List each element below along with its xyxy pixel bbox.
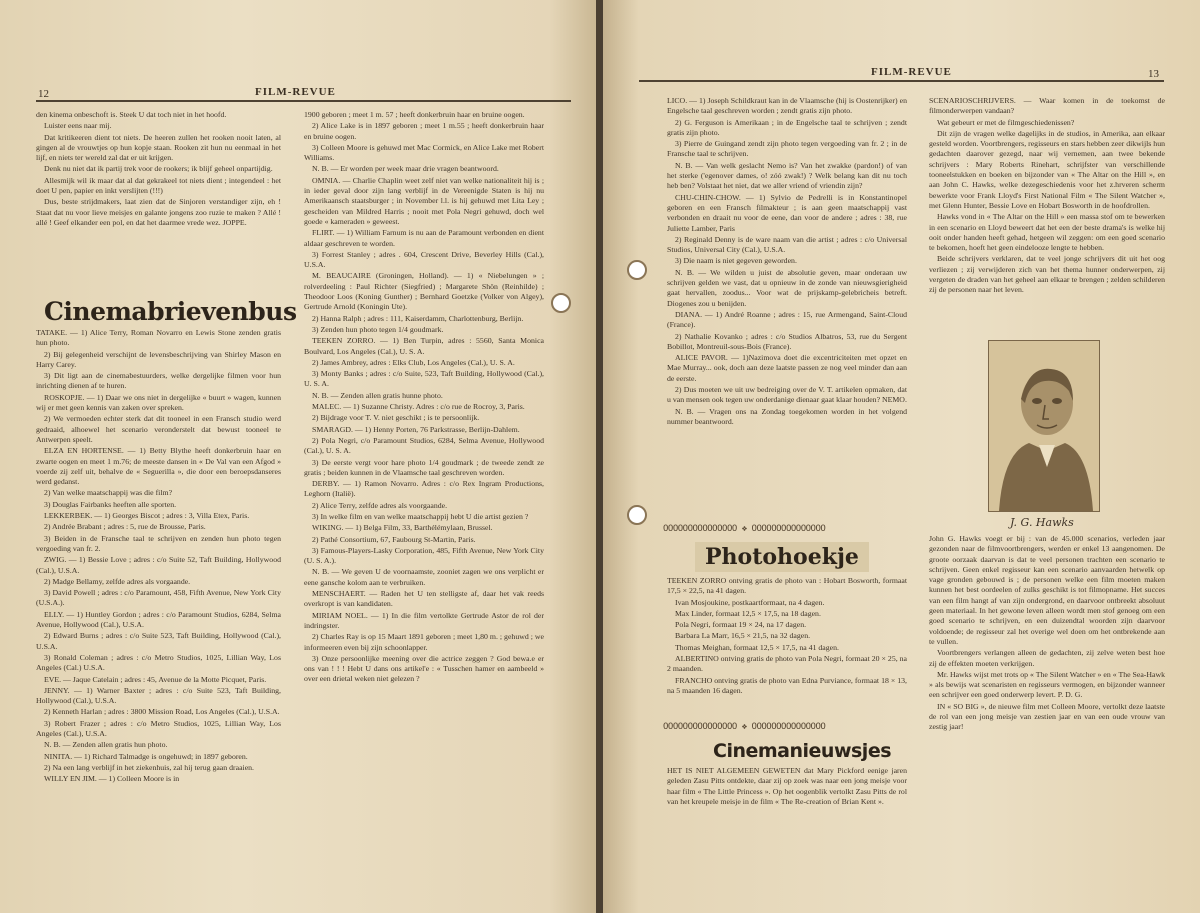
letter-entry: 3) Famous-Players-Lasky Corporation, 485, Fifth Avenue, New York City (U. S. A.). (304, 545, 544, 566)
letter-entry: 2) G. Ferguson is Amerikaan ; in de Engelsche taal te schrijven ; zendt gratis zijn photo. (667, 117, 907, 137)
letter-entry: 2) Dus moeten we uit uw bedreiging over de V. T. artikelen opmaken, dat u van mensen ook tegen uw onderdanige dienaar gaat klaar houden? NEMO. (667, 385, 907, 405)
letter-entry: CHU-CHIN-CHOW. — 1) Sylvio de Pedrelli is in Konstantinopel geboren en een Fransch filmakteur ; is aan geen maatschappij vast verbonden en draait nu voor de eene, dan voor de andere ; adres : 38, rue Juliette Lamber, Paris (667, 192, 907, 233)
letter-entry: 1900 geboren ; meet 1 m. 57 ; heeft donkerbruin haar en bruine oogen. (304, 110, 525, 119)
letter-entry: 2) Nathalie Kovanko ; adres : c/o Studios Albatros, 53, rue du Sergent Bobillot, Montreuil-sous-Bois (France). (667, 331, 907, 351)
section-title-cinemabrievenbus: Cinemabrievenbus (44, 297, 297, 326)
paragraph: Dus, beste strijdmakers, laat zien dat de Sinjoren verstandiger zijn, eh ! Staat dat nu voor lieve meisjes en galante jongens zoo ruzie te maken ? Allé ! allé ! Geef elkander een pol, en dat het daarmee vrede wez. JOPPE. (36, 197, 281, 227)
letter-entry: 3) Zenden hun photo tegen 1/4 goudmark. (312, 324, 444, 334)
letter-entry: 3) Colleen Moore is gehuwd met Mac Cormick, en Alice Lake met Robert Williams. (304, 142, 544, 163)
letter-entry: 3) Ronald Coleman ; adres : c/o Metro Studios, 1025, Lillian Way, Los Angeles (Cal.) U.S.A. (36, 652, 281, 673)
photo-entry: Max Linder, formaat 12,5 × 17,5, na 18 dagen. (675, 608, 821, 618)
letter-entry: MENSCHAERT. — Raden het U ten stelligste af, daar het vak reeds overkropt is van kandidaten. (304, 589, 544, 609)
letter-entry: ALICE PAVOR. — 1)Nazimova doet die excentriciteiten met opzet en Mae Murray... ook, doch aan deze laatste passen ze nog veel minder dan aan de eerste. (667, 353, 907, 383)
letter-entry: 3) Douglas Fairbanks heeften alle sporten. (44, 499, 177, 509)
photo-entry: Barbara La Marr, 16,5 × 21,5, na 32 dagen. (675, 631, 811, 641)
letter-entry: N. B. — Vragen ons na Zondag toegekomen worden in het volgend nummer beantwoord. (667, 406, 907, 426)
letter-entry: ELZA EN HORTENSE. — 1) Betty Blythe heeft donkerbruin haar en zwarte oogen en meet 1 m.76; de meeste dansen in « De Val van een Afgod » voerde zij zelf uit, behalve de « Seguerilla », die door een beroepsdanseres werd gedanst. (36, 446, 281, 487)
paragraph: IN « SO BIG », de nieuwe film met Colleen Moore, vertolkt deze laatste de rol van een jong meisje van zestien jaar en van een oude vrouw van zestig jaar! (929, 701, 1165, 732)
news-item: HET IS NIET ALGEMEEN GEWETEN dat Mary Pickford eenige jaren geleden Zasu Pitts ontdekte, daar zij op zoek was naar een jong meisje voor haar film « The Little Princess ». Op het oogenblik vertolkt Zasu Pitts de rol van het kreupele meisje in de film « The Re-creation of Brian Kent ». (667, 766, 907, 806)
right-page (603, 0, 1200, 913)
letter-entry: LEKKERBEK. — 1) Georges Biscot ; adres : 3, Villa Etex, Paris. (44, 511, 250, 521)
letter-entry: N. B. — We geven U de voornaamste, zooniet zagen we ons verplicht er eene gansche kolom aan te verbruiken. (304, 567, 544, 587)
letter-entry: ZWIG. — 1) Bessie Love ; adres : c/o Suite 52, Taft Building, Hollywood (Cal.), U.S.A. (36, 555, 281, 575)
paragraph: John G. Hawks voegt er bij : van de 45.000 scenarios, verleden jaar gezonden naar de filmvoortbrengers, werden er enkel 13 aangenomen. De groote oorzaak daarvan is dat te veel personen trachten een scenario te schrijven. Geen enkel regisseur kan een scenario aanvaarden hetwelk op vage gronden gebouwd is ; de personen welke een film moeten maken kunnen het best oordeelen of zulks geschikt is tot filmopname. Het succes van een film hangt af van zijn ondergrond, en daarvoor ontbreekt absoluut geen materiaal. In het gewone leven alleen wordt men stof genoeg om een goed scenario te schrijven, en een duizendtal woorden zijn daarvoor voldoende; de regisseur zal het overige wel doen om het ontbrekende aan te vullen. (929, 534, 1165, 646)
letter-entry: N. B. — We wilden u juist de absolutie geven, maar onderaan uw schrijven gelden we vast, dat u opnieuw in de zonde van nieuwsgierigheid gaat hervallen, zoodus... Voor wat de prijskamp-gelebricheis betreft. Diogenes zou u benijden. (667, 267, 907, 308)
ornament-divider: OOOOOOOOOOOOOOO ❖ OOOOOOOOOOOOOOO (663, 524, 826, 534)
letter-entry: 3) Beiden in de Fransche taal te schrijven en zenden hun photo tegen vergoeding van fr. 2. (36, 533, 281, 553)
photo-entry: Pola Negri, formaat 19 × 24, na 17 dagen. (675, 620, 807, 630)
letter-entry: OMNIA. — Charlie Chaplin weet zelf niet van welke nationaliteit hij is ; in ieder geval door zijn lang verblijf in de Vereenigde Staten is hij nu Amerikaansch staatsburger ; in November l.l. is hij gehuwd met Lita Ley ; gescheiden van Mildred Harris ; nooit met Pola Negri gehuwd, doch wel goede « kameraden » geweest. (304, 175, 544, 226)
photo-entry: FRANCHO ontving gratis de photo van Edna Purviance, formaat 18 × 13, na 5 maanden 16 dagen. (667, 675, 907, 695)
column-nieuwsjes (667, 766, 907, 856)
left-page (0, 0, 597, 913)
photo-entry: Thomas Meighan, formaat 12,5 × 17,5, na 41 dagen. (675, 642, 839, 652)
letter-entry: 2) Andrée Brabant ; adres : 5, rue de Brousse, Paris. (44, 522, 206, 532)
paragraph: den kinema onbeschoft is. Steek U dat toch niet in het hoofd. (36, 110, 227, 119)
column-letters-2 (304, 110, 544, 900)
letter-entry: 2) Hanna Ralph ; adres : 111, Kaiserdamm, Charlottenburg, Berlijn. (312, 313, 524, 323)
letter-entry: 3) Monty Banks ; adres : c/o Suite, 523, Taft Building, Hollywood (Cal.), U. S. A. (304, 369, 544, 389)
paragraph: Luister eens naar mij. (44, 121, 112, 131)
paragraph: SCENARIOSCHRIJVERS. — Waar komen in de toekomst de filmonderwerpen vandaan? (929, 96, 1165, 116)
paragraph: Mr. Hawks wijst met trots op « The Silent Watcher » en « The Sea-Hawk » als bewijs wat scenaristen en regisseurs vermogen, en bijzonder wanneer een schrijver een goed onderwerp levert. P. D. G. (929, 669, 1165, 700)
paragraph: Voortbrengers verlangen alleen de gedachten, zij zelve weten best hoe zij de effekten moeten verkrijgen. (929, 648, 1165, 668)
photo-caption: J. G. Hawks (1010, 516, 1074, 529)
column-scenarioschrijvers (929, 96, 1165, 341)
letter-entry: 2) Madge Bellamy, zelfde adres als vorgaande. (44, 576, 191, 586)
portrait-illustration (989, 341, 1099, 511)
letter-entry: N. B. — Zenden allen gratis hun photo. (44, 740, 168, 750)
paragraph: Beide schrijvers verklaren, dat te veel jonge schrijvers dit uit het oog verliezen ; zij verwijderen zich van het thema hunner onderwerpen, zij vergeten de draden van het geheel aan elkaar te brengen ; zelden schilderen zij de personen naar het leven. (929, 254, 1165, 295)
column-answers (667, 96, 907, 536)
letter-entry: WILLY EN JIM. — 1) Colleen Moore is in (44, 774, 180, 784)
letter-entry: 2) Na een lang verblijf in het ziekenhuis, zal hij terug gaan draaien. (44, 762, 254, 772)
letter-entry: 2) Bij gelegenheid verschijnt de levensbeschrijving van Shirley Mason en Harry Carey. (36, 349, 281, 369)
paragraph: Hawks vond in « The Altar on the Hill » een massa stof om te bewerken in een scenario en Lloyd beweert dat het een der beste drama's is welke hij ooit onder handen heeft gehad, hetgeen wil zeggen: om een goed scenario te bekomen, hoeft het geen eindelooze lengte te hebben. (929, 212, 1165, 253)
letter-entry: MALEC. — 1) Suzanne Christy. Adres : c/o rue de Rocroy, 3, Paris. (312, 402, 525, 412)
letter-entry: N. B. — Er worden per week maar drie vragen beantwoord. (312, 164, 499, 174)
binding-hole (627, 260, 647, 280)
page-header: FILM-REVUE (255, 86, 336, 98)
section-title-cinemanieuwsjes: Cinemanieuwsjes (713, 740, 892, 762)
photo-entry: Ivan Mosjoukine, postkaartformaat, na 4 dagen. (675, 597, 825, 607)
letter-entry: LICO. — 1) Joseph Schildkraut kan in de Vlaamsche (hij is Oostenrijker) en Engelsche taal geschreven worden ; zendt gratis zijn photo. (667, 96, 907, 116)
paragraph: Dat kritikeeren dient tot niets. De heeren zullen het rooken nooit laten, al gingen al de vrouwtjes op hun kopje staan. Rooken zit hun nu eenmaal in het lijf, en niets ter wereld zal dat er uit krijgen. (36, 132, 281, 163)
letter-entry: 3) Dit ligt aan de cinemabestuurders, welke dergelijke filmen voor hun inrichting dienen af te huren. (36, 371, 281, 391)
letter-entry: 2) Reginald Denny is de ware naam van die artist ; adres : c/o Universal Studios, Universal City (Cal.), U.S.A. (667, 234, 907, 255)
column-photohoekje (667, 576, 907, 716)
letter-entry: DERBY. — 1) Ramon Novarro. Adres : c/o Rex Ingram Productions, Leghorn (Italië). (304, 479, 544, 499)
letter-entry: DIANA. — 1) André Roanne ; adres : 15, rue Armengand, Saint-Cloud (France). (667, 309, 907, 330)
column-hawks (929, 534, 1165, 864)
paragraph: Denk nu niet dat ik partij trek voor de rookers; ik blijf geheel onpartijdig. (44, 164, 273, 174)
letter-entry: 3) Robert Frazer ; adres : c/o Metro Studios, 1025, Lillian Way, Los Angeles (Cal.), U.S.A. (36, 718, 281, 738)
paragraph: Wat gebeurt er met de filmgeschiedenissen? (937, 117, 1075, 127)
letter-entry: 3) Pierre de Guingand zendt zijn photo tegen vergoeding van fr. 2 ; in de Fransche taal te schrijven. (667, 139, 907, 159)
letter-entry: N. B. — Zenden allen gratis hunne photo. (312, 390, 443, 400)
letter-entry: 2) James Ambrey, adres : Elks Club, Los Angeles (Cal.), U. S. A. (312, 357, 515, 367)
letter-entry: M. BEAUCAIRE (Groningen, Holland). — 1) « Niebelungen » ; rolverdeeling : Paul Richter (Siegfried) ; Margarete Shön (Reinhilde) ; Theodoor Loos (Koning Gunther) ; Bernhard Goetzke (Volker von Algey), Gertrude Arnold (Koningin Ute). (304, 271, 544, 312)
letter-entry: SMARAGD. — 1) Henny Porten, 76 Parkstrasse, Berlijn-Dahlem. (312, 424, 520, 434)
letter-entry: 2) Pola Negri, c/o Paramount Studios, 6284, Selma Avenue, Hollywood (Cal.), U. S. A. (304, 435, 544, 456)
letter-entry: 3) David Powell ; adres : c/o Paramount, 458, Fifth Avenue, New York City (U.S.A.). (36, 588, 281, 608)
letter-entry: FLIRT. — 1) William Farnum is nu aan de Paramount verbonden en dient aldaar geschreven te worden. (304, 228, 544, 248)
page-number: 12 (38, 88, 49, 100)
letter-entry: 3) De eerste vergt voor hare photo 1/4 goudmark ; de tweede zendt ze gratis ; beiden kunnen in de Vlaamsche taal geschreven worden. (304, 457, 544, 477)
header-rule (639, 80, 1164, 82)
letter-entry: 2) Edward Burns ; adres : c/o Suite 523, Taft Building, Hollywood (Cal.), U.S.A. (36, 631, 281, 651)
letter-entry: JENNY. — 1) Warner Baxter ; adres : c/o Suite 523, Taft Building, Hollywood (Cal.), U.S.A. (36, 685, 281, 706)
letter-entry: 2) We vermoeden echter sterk dat dit tooneel in een Fransch studio werd gedraaid, alhoewel het scenario veronderstelt dat bewust tooneel te Antwerpen speelt. (36, 414, 281, 444)
portrait-photo (988, 340, 1100, 512)
letter-entry: 3) In welke film en van welke maatschappij hebt U die artist gezien ? (312, 511, 529, 521)
letter-entry: 3) Die naam is niet gegeven geworden. (675, 256, 797, 266)
letter-entry: 2) Alice Lake is in 1897 geboren ; meet 1 m.55 ; heeft donkerbruin haar en bruine oogen. (304, 121, 544, 141)
photo-entry: TEEKEN ZORRO ontving gratis de photo van : Hobart Bosworth, formaat 17,5 × 22,5, na 41 dagen. (667, 576, 907, 596)
letter-entry: 3) Forrest Stanley ; adres . 604, Crescent Drive, Beverley Hills (Cal.), U.S.A. (304, 249, 544, 270)
page-number: 13 (1148, 68, 1159, 80)
paragraph: Allesmijk wil ik maar dat al dat gekrakeel tot niets dient ; integendeel : het doet U pen, papier en inkt verslijten (!!!) (36, 175, 281, 196)
letter-entry: 3) Onze persoonlijke meening over die actrice zeggen ? God bewa.e er ons van ! ! ! Hebt U dans ons artikel'e : « Tusschen hamer en aambeeld » over een drietal weken niet gelezen ? (304, 653, 544, 684)
header-rule (36, 100, 571, 102)
letter-entry: 2) Alice Terry, zelfde adres als voorgaande. (312, 500, 448, 510)
letter-entry: 2) Kenneth Harlan ; adres : 3800 Mission Road, Los Angeles (Cal.), U.S.A. (44, 707, 280, 717)
letter-entry: WIKING. — 1) Belga Film, 33, Barthélémylaan, Brussel. (312, 523, 493, 533)
ornament-divider: OOOOOOOOOOOOOOO ❖ OOOOOOOOOOOOOOO (663, 722, 826, 732)
section-title-photohoekje: Photohoekje (695, 542, 869, 572)
letter-entry: ROSKOPJE. — 1) Daar we ons niet in dergelijke « buurt » wagen, kunnen wij er met geen kennis van zaken over spreken. (36, 392, 281, 413)
page-header: FILM-REVUE (871, 66, 952, 78)
letter-entry: 2) Van welke maatschappij was die film? (44, 488, 173, 498)
letter-entry: TATAKE. — 1) Alice Terry, Roman Novarro en Lewis Stone zenden gratis hun photo. (36, 328, 281, 348)
letter-entry: EVE. — Jaque Catelain ; adres : 45, Avenue de la Motte Picquet, Paris. (44, 674, 267, 684)
letter-entry: ELLY. — 1) Huntley Gordon ; adres : c/o Paramount Studios, 6284, Selma Avenue, Hollywood (Cal.), U.S.A. (36, 609, 281, 630)
letter-entry: 2) Pathé Consortium, 67, Faubourg St-Martin, Paris. (312, 534, 476, 544)
letter-entry: 2) Charles Ray is op 15 Maart 1891 geboren ; meet 1,80 m. ; gehuwd ; we informeeren even bij zijn schoonlapper. (304, 632, 544, 652)
letter-entry: NINITA. — 1) Richard Talmadge is ongehuwd; in 1897 geboren. (44, 751, 248, 761)
column-letters-1 (36, 328, 281, 888)
binding-hole (551, 293, 571, 313)
letter-entry: TEEKEN ZORRO. — 1) Ben Turpin, adres : 5560, Santa Monica Boulvard, Los Angeles (Cal.), U. S. A. (304, 336, 544, 356)
letter-entry: 2) Bijdrage voor T. V. niet geschikt ; is te persoonlijk. (312, 413, 480, 423)
column-intro (36, 110, 281, 315)
photo-entry: ALBERTINO ontving gratis de photo van Pola Negri, formaat 20 × 25, na 2 maanden. (667, 654, 907, 674)
paragraph: Dit zijn de vragen welke dagelijks in de studios, in Amerika, aan elkaar gesteld worden. Voortbrengers, regisseurs en stars hebben zeer dikwijls hun gedachten daarover gezegd, naar wij vernemen, aan twee bekende schrijvers : Mary Roberts Rinehart, schrijfster van verschillende tooneelstukken en boeken en bijzonder van « The Altar on the Hill », en aan John C. Hawks, welke dezegeschiedenis voor het z.hrveren scherm bewerkte voor Frank Lloyd's First National Film « The Silent Watcher », met Glenn Hunter, Bessie Love en Hobart Bosworth in de hoofdrollen. (929, 128, 1165, 210)
letter-entry: MIRIAM NOEL. — 1) In die film vertolkte Gertrude Astor de rol der indringster. (304, 610, 544, 630)
letter-entry: N. B. — Van welk geslacht Nemo is? Van het zwakke (pardon!) of van het sterke ('egenover dames, o! zóó zwak!) ? Welk belang kan dit nu toch heb ben? Volstaat het niet, dat we aller vriend of vriendin zijn? (667, 160, 907, 191)
binding-hole (627, 505, 647, 525)
